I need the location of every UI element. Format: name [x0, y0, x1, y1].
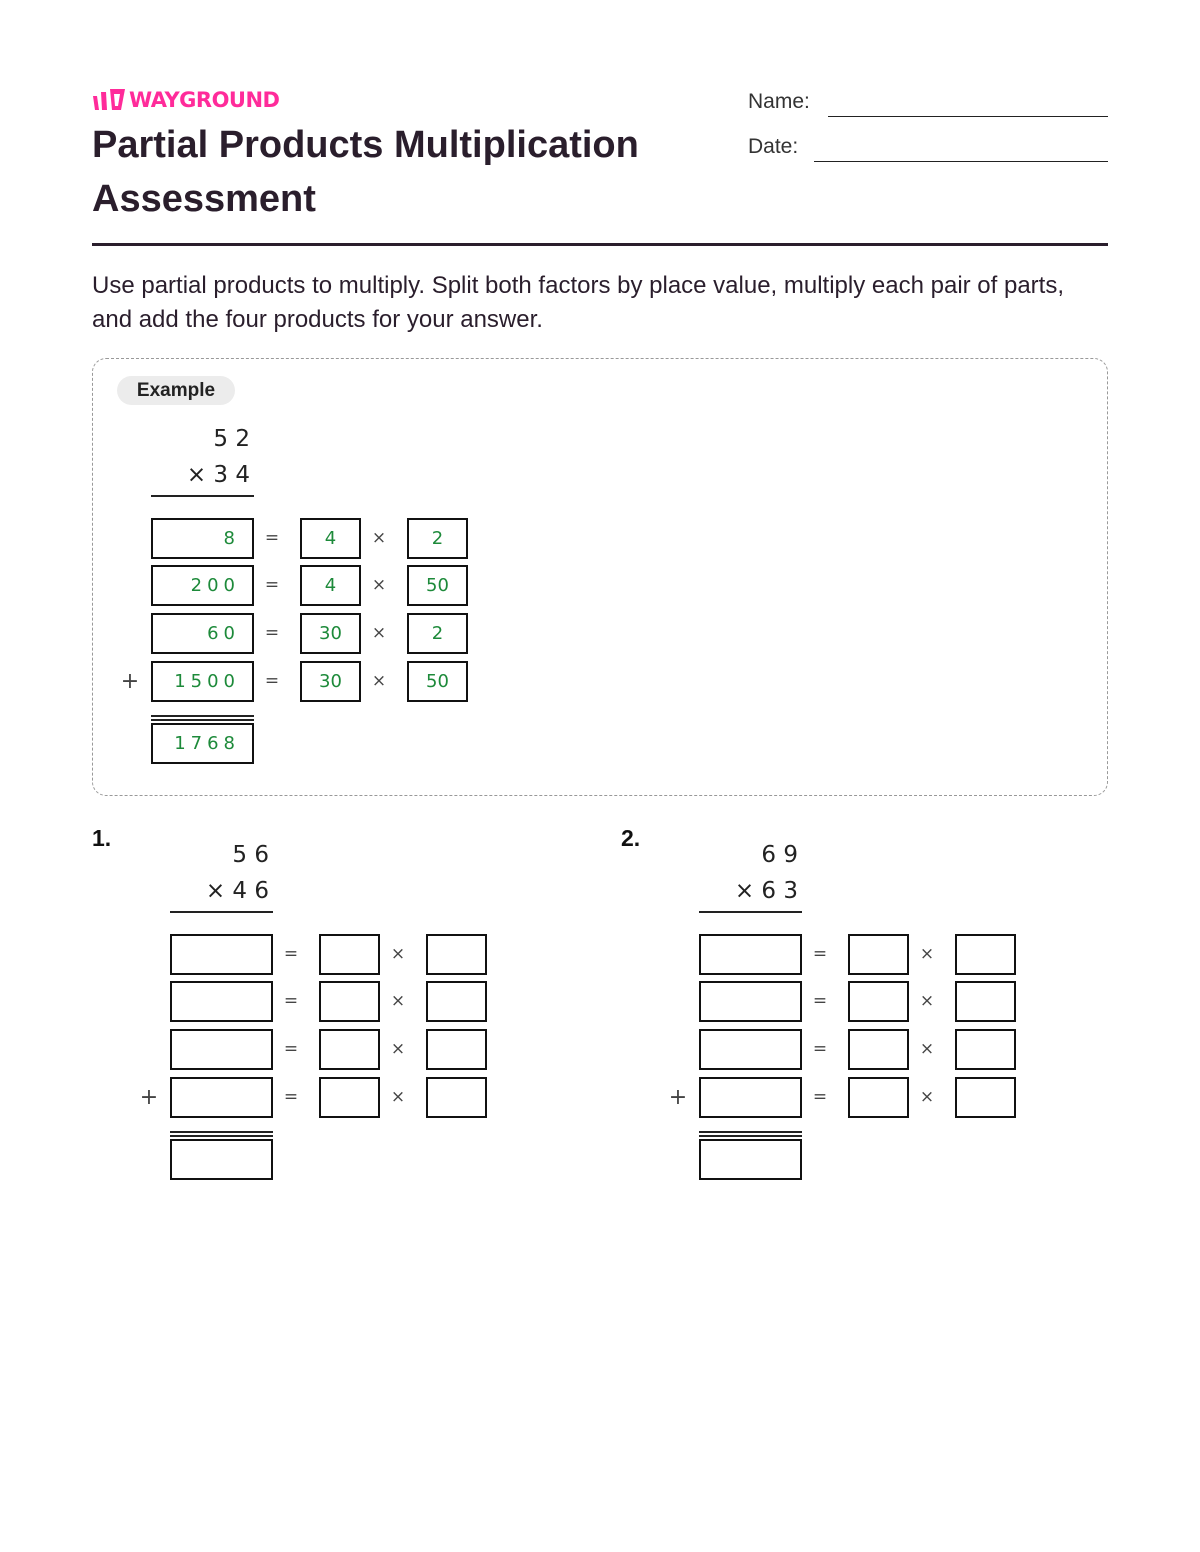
problem-1-sum-rule-top [170, 1131, 273, 1133]
problem-1-factor-b-box[interactable] [426, 934, 487, 975]
problem-1-product-box[interactable] [170, 934, 273, 975]
problem-2-equals-sign: = [812, 1039, 828, 1059]
example-factor-a-box: 30 [300, 661, 361, 702]
example-times-sign: × [371, 528, 387, 548]
date-field[interactable] [814, 161, 1108, 162]
problem-1-factor-rule [170, 911, 273, 913]
problem-1-product-box[interactable] [170, 1077, 273, 1118]
problem-1-equals-sign: = [283, 1087, 299, 1107]
example-bottom-factor: × 3 4 [186, 462, 250, 488]
problem-2-equals-sign: = [812, 944, 828, 964]
problem-2-plus-sign: + [668, 1085, 688, 1110]
problem-2-product-box[interactable] [699, 1077, 802, 1118]
problem-2-factor-a-box[interactable] [848, 1077, 909, 1118]
example-factor-b-box: 2 [407, 613, 468, 654]
problem-1-equals-sign: = [283, 1039, 299, 1059]
problem-2-sum-rule-top [699, 1131, 802, 1133]
example-sum-rule-bottom [151, 719, 254, 721]
example-product-box: 60 [151, 613, 254, 654]
problem-1-equals-sign: = [283, 944, 299, 964]
example-factor-b-box: 50 [407, 565, 468, 606]
problem-1-factor-a-box[interactable] [319, 1077, 380, 1118]
brand-name: WAYGROUND [129, 88, 280, 112]
problem-2-product-box[interactable] [699, 1029, 802, 1070]
problem-2-factor-rule [699, 911, 802, 913]
example-top-factor: 5 2 [213, 426, 250, 452]
example-times-sign: × [371, 623, 387, 643]
problem-2-times-sign: × [919, 944, 935, 964]
example-equals-sign: = [264, 623, 280, 643]
problem-1-times-sign: × [390, 991, 406, 1011]
problem-2-factor-b-box[interactable] [955, 1077, 1016, 1118]
example-product-box: 1500 [151, 661, 254, 702]
example-sum-rule-top [151, 715, 254, 717]
problem-2-factor-b-box[interactable] [955, 1029, 1016, 1070]
problem-2-factor-a-box[interactable] [848, 1029, 909, 1070]
example-problem [92, 420, 492, 780]
problem-2-times-sign: × [919, 1087, 935, 1107]
problem-1-top-factor: 5 6 [232, 842, 269, 868]
problem-2-times-sign: × [919, 991, 935, 1011]
brand-logo [92, 86, 280, 114]
name-field[interactable] [828, 116, 1108, 117]
problem-1-equals-sign: = [283, 991, 299, 1011]
problem-1 [111, 836, 511, 1196]
example-product-box: 200 [151, 565, 254, 606]
problem-2-factor-b-box[interactable] [955, 934, 1016, 975]
problem-2-factor-b-box[interactable] [955, 981, 1016, 1022]
problem-2-product-box[interactable] [699, 934, 802, 975]
problem-2-total-box[interactable] [699, 1139, 802, 1180]
wayground-logo-icon [92, 88, 126, 112]
problem-1-total-box[interactable] [170, 1139, 273, 1180]
problem-1-times-sign: × [390, 1039, 406, 1059]
problem-1-bottom-factor: × 4 6 [205, 878, 269, 904]
problem-1-times-sign: × [390, 1087, 406, 1107]
problem-1-product-box[interactable] [170, 1029, 273, 1070]
problem-1-factor-a-box[interactable] [319, 981, 380, 1022]
problem-2-equals-sign: = [812, 991, 828, 1011]
problem-2-number: 2. [621, 825, 641, 851]
problem-2-sum-rule-bottom [699, 1135, 802, 1137]
problem-2-product-box[interactable] [699, 981, 802, 1022]
problem-1-factor-b-box[interactable] [426, 981, 487, 1022]
example-factor-a-box: 4 [300, 518, 361, 559]
example-factor-b-box: 50 [407, 661, 468, 702]
example-factor-a-box: 4 [300, 565, 361, 606]
problem-1-times-sign: × [390, 944, 406, 964]
problem-1-factor-a-box[interactable] [319, 1029, 380, 1070]
example-factor-b-box: 2 [407, 518, 468, 559]
example-product-box: 8 [151, 518, 254, 559]
example-total-box: 1768 [151, 723, 254, 764]
problem-2-times-sign: × [919, 1039, 935, 1059]
problem-1-plus-sign: + [139, 1085, 159, 1110]
problem-2-top-factor: 6 9 [761, 842, 798, 868]
example-equals-sign: = [264, 671, 280, 691]
header-divider [92, 243, 1108, 246]
name-label: Name: [748, 90, 810, 113]
example-factor-rule [151, 495, 254, 497]
problem-2 [640, 836, 1040, 1196]
problem-2-equals-sign: = [812, 1087, 828, 1107]
example-times-sign: × [371, 671, 387, 691]
problem-1-number: 1. [92, 825, 112, 851]
problem-1-product-box[interactable] [170, 981, 273, 1022]
problem-2-factor-a-box[interactable] [848, 981, 909, 1022]
problem-2-bottom-factor: × 6 3 [734, 878, 798, 904]
page-title: Partial Products Multiplication Assessment [92, 124, 639, 220]
problem-1-sum-rule-bottom [170, 1135, 273, 1137]
example-label: Example [117, 376, 235, 405]
example-times-sign: × [371, 575, 387, 595]
problem-1-factor-b-box[interactable] [426, 1029, 487, 1070]
problem-1-factor-b-box[interactable] [426, 1077, 487, 1118]
problem-1-factor-a-box[interactable] [319, 934, 380, 975]
date-label: Date: [748, 135, 799, 158]
example-factor-a-box: 30 [300, 613, 361, 654]
instructions: Use partial products to multiply. Split both factors by place value, multiply each pair of parts, and add the four products for your answer. [92, 272, 1065, 333]
example-plus-sign: + [120, 669, 140, 694]
example-equals-sign: = [264, 528, 280, 548]
example-equals-sign: = [264, 575, 280, 595]
problem-2-factor-a-box[interactable] [848, 934, 909, 975]
